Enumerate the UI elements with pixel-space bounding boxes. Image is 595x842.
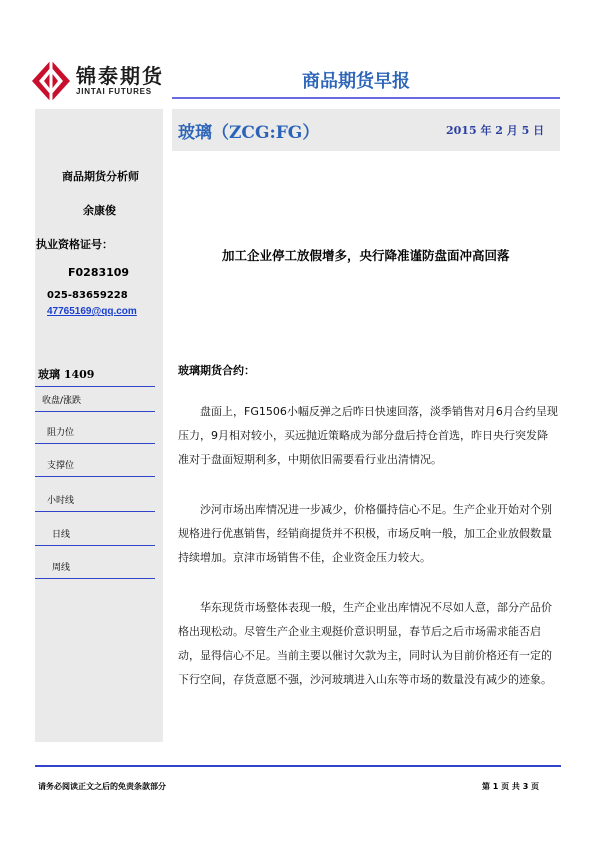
sidebar-row-close: [35, 390, 155, 412]
page-number: 第 1 页 共 3 页: [482, 782, 540, 791]
sidebar-row-label: 阻力位: [47, 428, 75, 438]
sidebar-row-label: 收盘/涨跌: [42, 396, 82, 406]
analyst-phone: 025-83659228: [47, 290, 128, 301]
contract-label: 玻璃 1409: [38, 368, 95, 381]
company-logo: [32, 58, 167, 104]
sidebar-row-label: 支撑位: [47, 461, 75, 471]
report-headline: 加工企业停工放假增多，央行降准谨防盘面冲高回落: [222, 248, 510, 263]
license-number: F0283109: [68, 266, 130, 279]
body-paragraph: 盘面上，FG1506小幅反弹之后昨日快速回落，淡季销售对月6月合约呈现压力，9月相对较小，买远抛近策略成为部分盘后持仓首选，昨日央行突发降准对于盘面短期利多，中期依旧需要看行业出清情况。: [178, 405, 558, 466]
sidebar-row-daily: [35, 524, 155, 546]
sidebar-row-label: 小时线: [47, 496, 75, 506]
report-type-title: 商品期货早报: [302, 71, 410, 92]
analyst-email-link[interactable]: 47765169@qq.com: [47, 306, 137, 317]
product-title: 玻璃（ZCG:FG）: [178, 123, 320, 143]
license-label: 执业资格证号：: [36, 238, 113, 251]
logo-text-cn: 锦泰期货: [76, 64, 164, 88]
report-date: 2015 年 2 月 5 日: [446, 124, 545, 137]
body-paragraph: 沙河市场出库情况进一步减少，价格僵持信心不足。生产企业开始对个别规格进行优惠销售，经销商提货并不积极，市场反响一般，加工企业放假数量持续增加。京津市场销售不佳，企业资金压力较大。: [178, 503, 552, 564]
sidebar-row-hourly: [35, 490, 155, 512]
sidebar-row-weekly: [35, 557, 155, 579]
contract-underline: [35, 365, 155, 387]
logo-text-en: JINTAI FUTURES: [76, 87, 152, 96]
jintai-logo-icon: [32, 60, 70, 102]
analyst-title: 商品期货分析师: [62, 170, 139, 183]
analyst-name: 余康俊: [83, 204, 116, 217]
body-paragraph: 华东现货市场整体表现一般，生产企业出库情况不尽如人意，部分产品价格出现松动。尽管生产企业主观挺价意识明显，春节后之后市场需求能否启动，显得信心不足。当前主要以催讨欠款为主，同时认为目前价格还有一定的下行空间，存货意愿不强，沙河玻璃进入山东等市场的数量没有减少的迹象。: [178, 601, 552, 686]
sidebar-row-support: [35, 455, 155, 477]
sidebar-row-label: 日线: [52, 530, 71, 540]
footer-divider: [35, 765, 561, 767]
section-title: 玻璃期货合约：: [178, 364, 255, 377]
footer-disclaimer: 请务必阅读正文之后的免责条款部分: [38, 782, 166, 791]
sidebar-row-resistance: [35, 422, 155, 444]
sidebar-row-label: 周线: [52, 563, 71, 573]
header-divider: [172, 97, 560, 99]
